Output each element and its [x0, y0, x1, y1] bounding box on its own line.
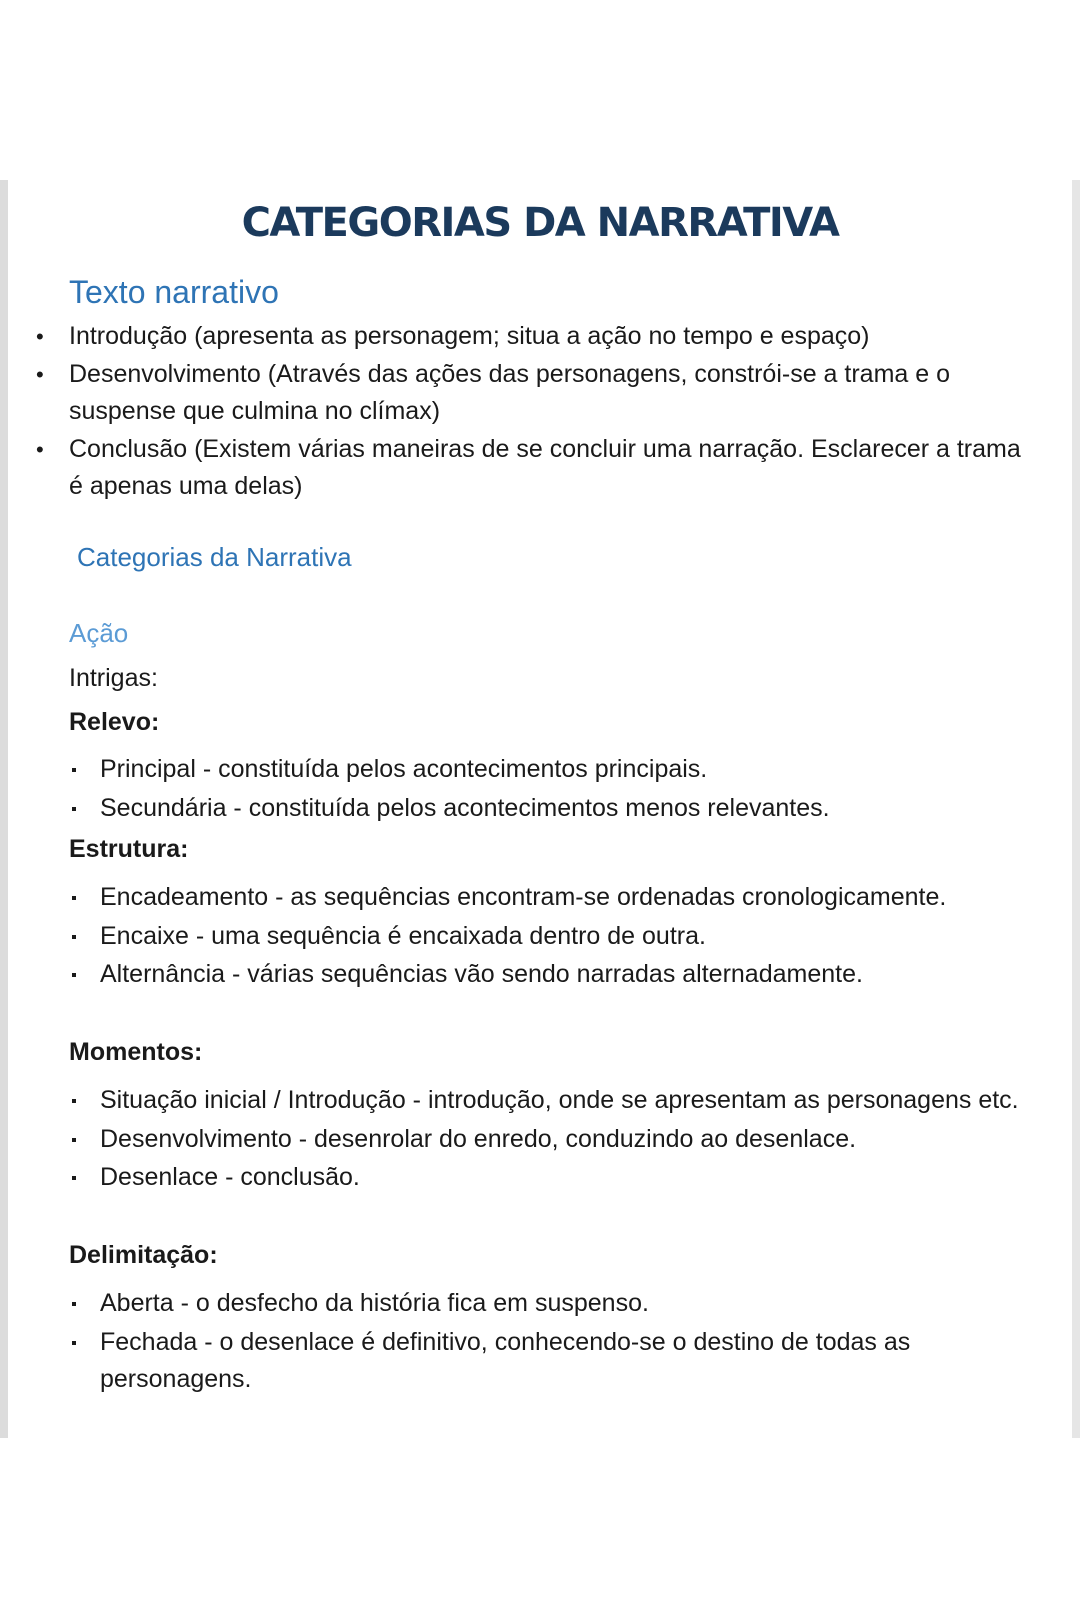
list-item-text: Principal - constituída pelos acontecimentos principais.	[100, 755, 708, 783]
estrutura-list	[100, 879, 1030, 995]
bullet-icon: •	[36, 361, 44, 387]
list-item-text: Situação inicial / Introdução - introdução, onde se apresentam as personagens etc.	[100, 1086, 1019, 1114]
list-item	[100, 918, 1030, 956]
list-item	[100, 1324, 1030, 1399]
square-bullet-icon	[72, 1302, 76, 1306]
texto-narrativo-list	[36, 318, 1029, 506]
list-item	[36, 318, 1029, 356]
list-item-text: Desenvolvimento (Através das ações das personagens, constrói-se a trama e o suspense que culmina no clímax)	[69, 359, 951, 425]
square-bullet-icon	[72, 1099, 76, 1103]
square-bullet-icon	[72, 896, 76, 900]
square-bullet-icon	[72, 807, 76, 811]
list-item	[100, 1285, 1030, 1323]
square-bullet-icon	[72, 1138, 76, 1142]
list-item	[100, 790, 1030, 828]
list-item	[100, 956, 1030, 994]
momentos-label: Momentos:	[69, 1038, 203, 1066]
square-bullet-icon	[72, 1341, 76, 1345]
list-item	[100, 879, 1030, 917]
square-bullet-icon	[72, 768, 76, 772]
square-bullet-icon	[72, 973, 76, 977]
list-item-text: Desenvolvimento - desenrolar do enredo, conduzindo ao desenlace.	[100, 1124, 857, 1153]
list-item-text: Encadeamento - as sequências encontram-se ordenadas cronologicamente.	[100, 883, 947, 911]
list-item-text: Encaixe - uma sequência é encaixada dentro de outra.	[100, 921, 706, 950]
document-page	[0, 180, 1080, 1438]
list-item	[36, 431, 1029, 506]
list-item-text: Introdução (apresenta as personagem; situa a ação no tempo e espaço)	[69, 322, 870, 350]
list-item-text: Secundária - constituída pelos acontecimentos menos relevantes.	[100, 793, 830, 822]
categorias-heading: Categorias da Narrativa	[77, 542, 352, 572]
list-item	[36, 356, 1029, 431]
list-item-text: Desenlace - conclusão.	[100, 1163, 360, 1191]
intrigas-label: Intrigas:	[69, 664, 158, 692]
relevo-list	[100, 751, 1030, 828]
bullet-icon: •	[36, 324, 44, 349]
estrutura-label: Estrutura:	[69, 835, 189, 863]
list-item	[100, 1159, 1030, 1197]
list-item-text: Fechada - o desenlace é definitivo, conhecendo-se o destino de todas as personagens.	[100, 1327, 911, 1393]
list-item	[100, 751, 1030, 789]
list-item	[100, 1121, 1030, 1159]
list-item	[100, 1082, 1030, 1120]
acao-heading: Ação	[69, 618, 129, 648]
delimitacao-label: Delimitação:	[69, 1241, 218, 1269]
delimitacao-list	[100, 1285, 1030, 1400]
square-bullet-icon	[72, 935, 76, 939]
list-item-text: Alternância - várias sequências vão sendo narradas alternadamente.	[100, 960, 863, 988]
list-item-text: Aberta - o desfecho da história fica em suspenso.	[100, 1289, 649, 1317]
bullet-icon: •	[36, 436, 44, 462]
texto-narrativo-heading: Texto narrativo	[69, 274, 279, 310]
momentos-list	[100, 1082, 1030, 1198]
square-bullet-icon	[72, 1176, 76, 1180]
page-title: CATEGORIAS DA NARRATIVA	[241, 200, 839, 246]
list-item-text: Conclusão (Existem várias maneiras de se concluir uma narração. Esclarecer a trama é apenas uma delas)	[69, 434, 1021, 500]
relevo-label: Relevo:	[69, 708, 160, 736]
